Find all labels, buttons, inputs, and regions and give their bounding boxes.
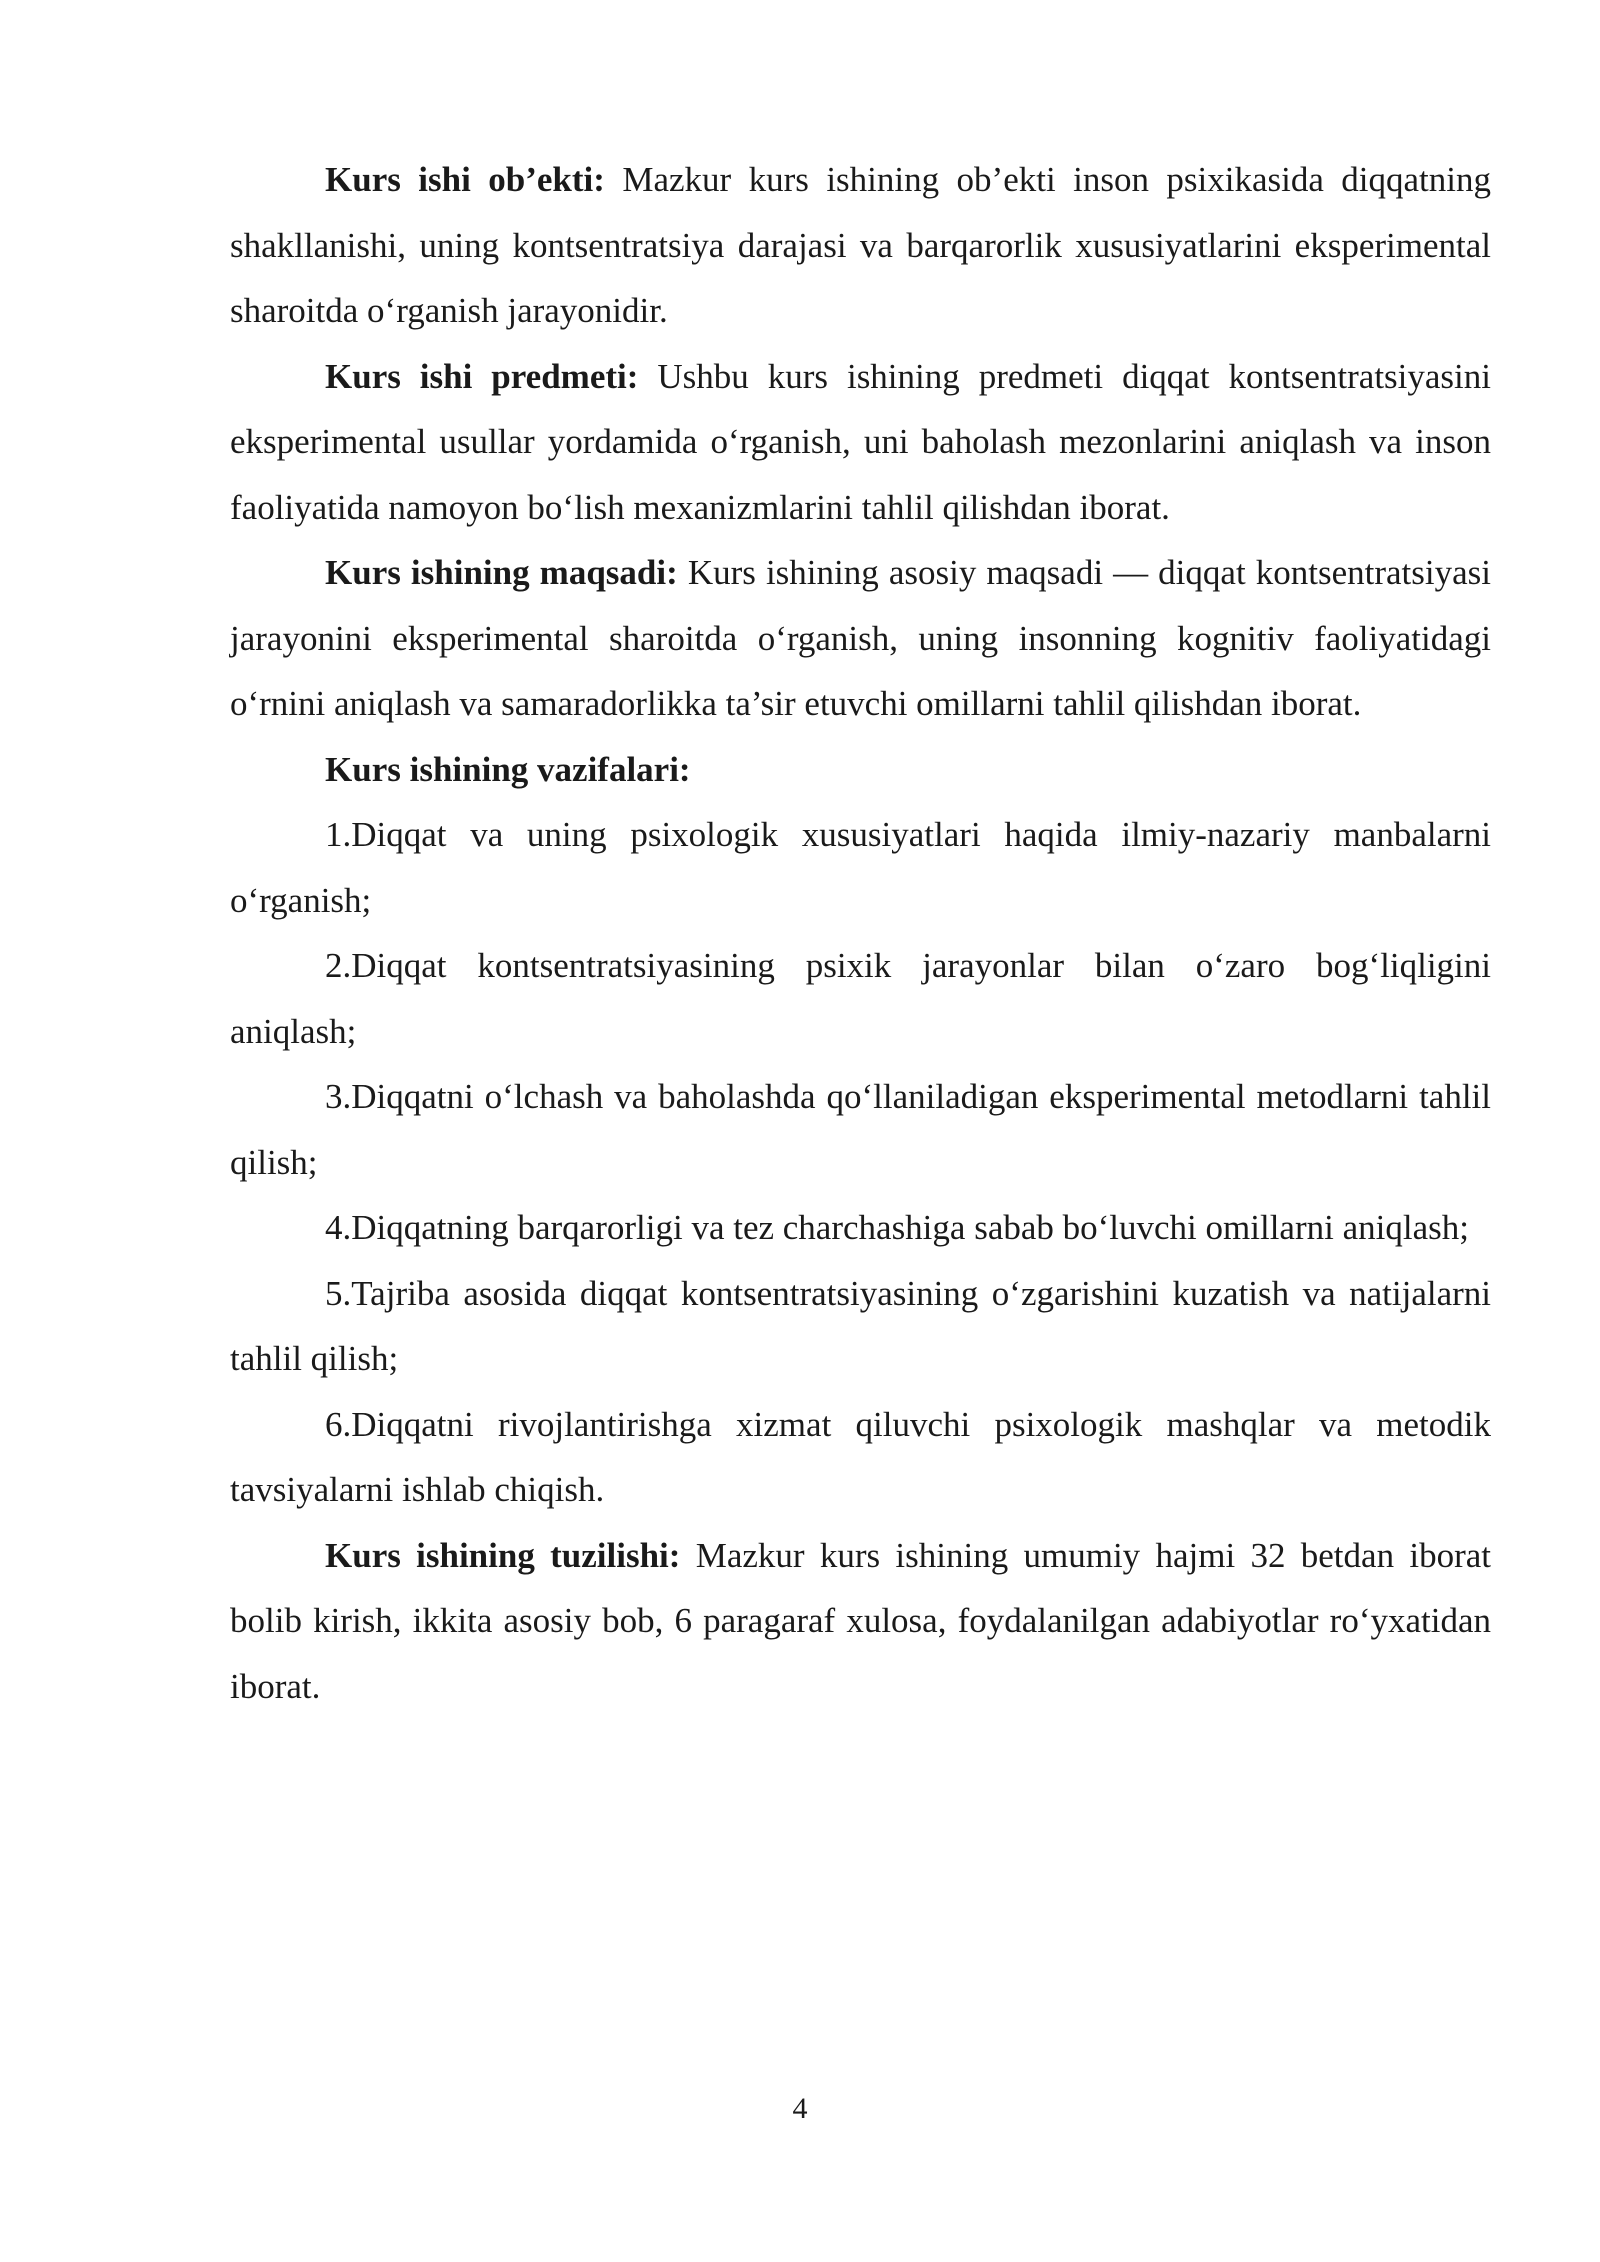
- object-heading: Kurs ishi ob’ekti:: [325, 160, 605, 199]
- goal-paragraph: [230, 540, 1491, 737]
- task-item: 3.Diqqatni o‘lchash va baholashda qo‘llaniladigan eksperimental metodlarni tahlil qilish;: [230, 1077, 1491, 1182]
- structure-heading: Kurs ishining tuzilishi:: [325, 1535, 681, 1575]
- task-item: 1.Diqqat va uning psixologik xususiyatlari haqida ilmiy-nazariy manbalarni o‘rganish;: [230, 815, 1491, 920]
- task-item: 2.Diqqat kontsentratsiyasining psixik jarayonlar bilan o‘zaro bog‘liqligini aniqlash;: [230, 946, 1491, 1051]
- task-item: 5.Tajriba asosida diqqat kontsentratsiyasining o‘zgarishini kuzatish va natijalarni tahlil qilish;: [230, 1273, 1491, 1378]
- subject-text: Ushbu kurs ishining predmeti diqqat kontsentratsiyasini eksperimental usullar yordamida o‘rganish, uni baholash mezonlarini aniqlash va inson faoliyatida namoyon bo‘lish mexanizmlarini tahlil qilishdan iborat.: [230, 356, 1491, 527]
- page-number: 4: [792, 2092, 808, 2125]
- structure-text: Mazkur kurs ishining umumiy hajmi 32 betdan iborat bolib kirish, ikkita asosiy bob, 6 paragaraf xulosa, foydalanilgan adabiyotlar ro‘yxatidan iborat.: [230, 1535, 1491, 1706]
- tasks-heading-paragraph: [230, 737, 1491, 803]
- tasks-heading: Kurs ishining vazifalari:: [325, 749, 691, 789]
- task-item: 6.Diqqatni rivojlantirishga xizmat qiluvchi psixologik mashqlar va metodik tavsiyalarni ishlab chiqish.: [230, 1404, 1491, 1509]
- task-item: 4.Diqqatning barqarorligi va tez charchashiga sabab bo‘luvchi omillarni aniqlash;: [325, 1208, 1469, 1247]
- object-paragraph: [230, 147, 1491, 344]
- goal-text: Kurs ishining asosiy maqsadi — diqqat kontsentratsiyasi jarayonini eksperimental sharoitda o‘rganish, uning insonning kognitiv faoliyatidagi o‘rnini aniqlash va samaradorlikka ta’sir etuvchi omillarni tahlil qilishdan iborat.: [230, 553, 1491, 723]
- subject-heading: Kurs ishi predmeti:: [325, 356, 639, 396]
- document-page: [230, 147, 1491, 1719]
- subject-paragraph: [230, 344, 1491, 541]
- structure-paragraph: [230, 1523, 1491, 1720]
- goal-heading: Kurs ishining maqsadi:: [325, 553, 678, 592]
- object-text: Mazkur kurs ishining ob’ekti inson psixikasida diqqatning shakllanishi, uning kontsentratsiya darajasi va barqarorlik xususiyatlarini eksperimental sharoitda o‘rganish jarayonidir.: [230, 160, 1491, 330]
